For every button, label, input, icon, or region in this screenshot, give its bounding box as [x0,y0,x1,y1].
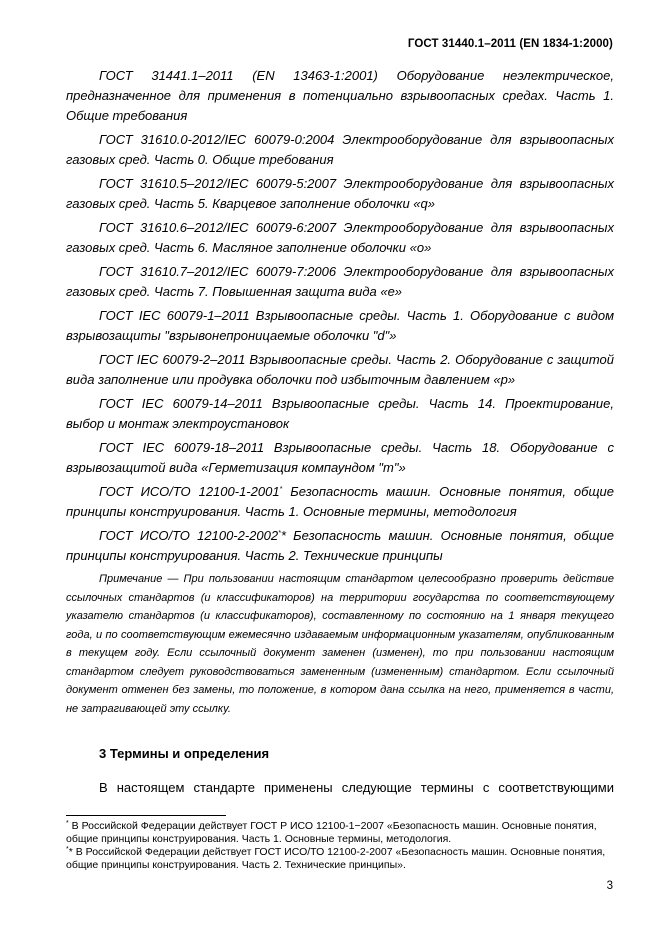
footnote-divider [66,815,226,816]
reference-text: ГОСТ ИСО/ТО 12100-2-2002 [99,528,279,543]
reference-text: ГОСТ IEC 60079-2–2011 Взрывоопасные среды. Часть 2. Оборудование с защитой вида заполнение или продувка оболочки под избыточным давлением «р» [66,352,614,387]
reference-entry [66,438,614,478]
reference-entry [66,350,614,390]
footnote [66,820,614,846]
reference-entry [66,306,614,346]
reference-text: ГОСТ 31610.6–2012/IEC 60079-6:2007 Электрооборудование для взрывоопасных газовых сред. Часть 6. Масляное заполнение оболочки «о» [66,220,614,255]
note-paragraph: Примечание — При пользовании настоящим стандартом целесообразно проверить действие ссылочных стандартов (и классификаторов) на территории государства по соответствующему указателю стандартов (и классификаторов), составленному по состоянию на 1 января текущего года, и по соответствующим ежемесячно издаваемым информационным указателям, опубликованным в текущем году. Если ссылочный документ заменен (изменен), то при пользовании настоящим стандартом следует руководствоваться замененным (измененным) стандартом. Если ссылочный документ отменен без замены, то положение, в котором дана ссылка на него, применяется в части, не затрагивающей эту ссылку. [66,573,614,715]
reference-entry [66,262,614,302]
reference-text: ГОСТ 31441.1–2011 (EN 13463-1:2001) Оборудование неэлектрическое, предназначенное для применения в потенциально взрывоопасных средах. Часть 1. Общие требования [66,68,614,123]
document-header: ГОСТ 31440.1–2011 (EN 1834-1:2000) [407,38,613,50]
reference-text: ГОСТ IEC 60079-1–2011 Взрывоопасные среды. Часть 1. Оборудование с видом взрывозащиты "взрывонепроницаемые оболочки "d"» [66,308,614,343]
reference-entry [66,394,614,434]
footnote [66,846,614,872]
footnote-mark: * [66,820,69,827]
reference-entry [66,218,614,258]
reference-text: ГОСТ 31610.5–2012/IEC 60079-5:2007 Электрооборудование для взрывоопасных газовых сред. Часть 5. Кварцевое заполнение оболочки «q» [66,176,614,211]
footnote-marker: * [279,486,283,493]
footnote-text: * В Российской Федерации действует ГОСТ ИСО/ТО 12100-2-2007 «Безопасность машин. Основные понятия, общие принципы конструирования. Часть 2. Технические принципы». [66,846,606,871]
reference-text: ГОСТ ИСО/ТО 12100-1-2001 [99,484,280,499]
footnote-marker: * [278,530,281,537]
reference-text-continued: Безопасность машин. Основные понятия, общие принципы конструирования. Часть 1. Основные термины, методология [66,484,614,519]
section-body-text: В настоящем стандарте применены следующие термины с соответствующими [99,780,614,795]
reference-entry [66,482,614,522]
section-heading: 3 Термины и определения [99,746,270,761]
reference-text: ГОСТ IEC 60079-14–2011 Взрывоопасные среды. Часть 14. Проектирование, выбор и монтаж электроустановок [66,396,614,431]
footnote-mark: * [66,846,69,853]
reference-text: ГОСТ 31610.0-2012/IEC 60079-0:2004 Электрооборудование для взрывоопасных газовых сред. Часть 0. Общие требования [66,132,614,167]
reference-text: ГОСТ IEC 60079-18–2011 Взрывоопасные среды. Часть 18. Оборудование с взрывозащитой вида «Герметизация компаундом "m"» [66,440,614,475]
footnote-text: В Российской Федерации действует ГОСТ Р ИСО 12100-1−2007 «Безопасность машин. Основные понятия, общие принципы конструирования. Часть 1. Основные термины, методология. [66,820,597,845]
footnotes [66,820,614,872]
reference-entry [66,174,614,214]
reference-entry [66,130,614,170]
page-number: 3 [606,880,613,892]
reference-text-continued: * Безопасность машин. Основные понятия, общие принципы конструирования. Часть 2. Технические принципы [66,528,614,563]
normative-references [66,66,614,718]
reference-text: ГОСТ 31610.7–2012/IEC 60079-7:2006 Электрооборудование для взрывоопасных газовых сред. Часть 7. Повышенная защита вида «е» [66,264,614,299]
reference-entry [66,526,614,566]
reference-entry [66,66,614,126]
